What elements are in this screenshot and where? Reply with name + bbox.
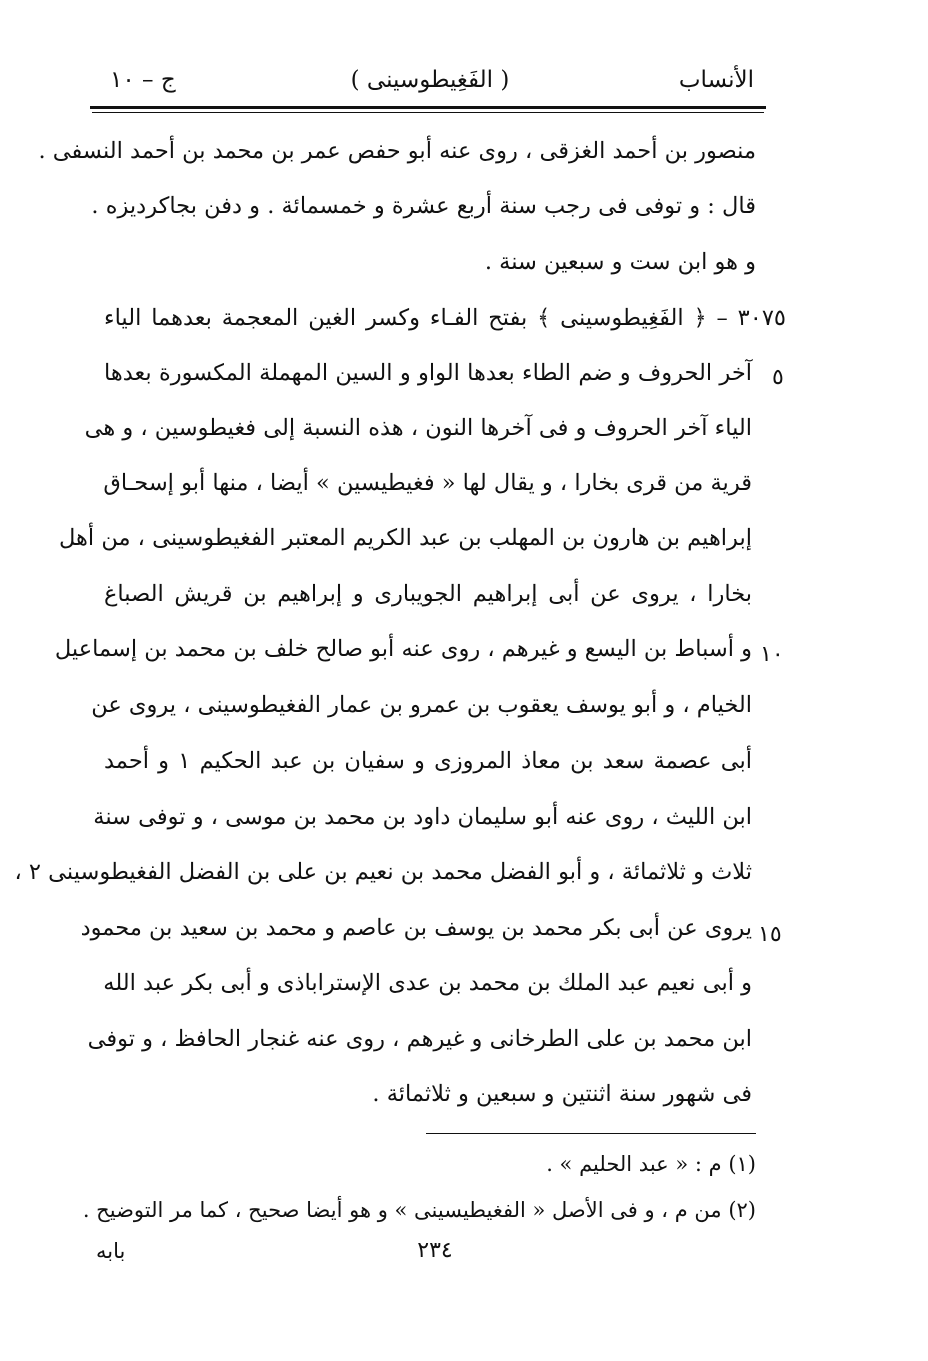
text-line: قال : و توفى فى رجب سنة أربع عشرة و خمسمائة . و دفن بجاكرديزه . [91,193,756,219]
catchword: بابه [96,1239,126,1263]
line-number-5: ٥ [772,365,784,390]
text-line: فى شهور سنة اثنتين و سبعين و ثلاثمائة . [372,1081,752,1107]
header-rule-thin [92,112,764,113]
text-line: منصور بن أحمد الغزقى ، روى عنه أبو حفص عمر بن محمد بن أحمد النسفى . [38,138,756,164]
footnote-rule [426,1133,756,1134]
header-book-title: الأنساب [678,67,754,93]
text-line: بخارا ، يروى عن أبى إبراهيم الجويبارى و إبراهيم بن قريش الصباغ [104,581,752,607]
line-number-15: ١٥ [758,922,782,947]
text-line: قرية من قرى بخارا ، و يقال لها « فغيطيسين » أيضا ، منها أبو إسحـاق [103,470,752,496]
text-line: الخيام ، و أبو يوسف يعقوب بن عمرو بن عمار الفغيطوسينى ، يروى عن [91,692,752,718]
footnote-2: (٢) من م ، و فى الأصل « الفغيطيسينى » و هو أيضا صحيح ، كما مر التوضيح . [82,1198,756,1222]
page-number: ٢٣٤ [417,1238,453,1263]
text-line: أبى عصمة سعد بن معاذ المروزى و سفيان بن عبد الحكيم ١ و أحمد [104,748,752,774]
footnote-1: (١) م : « عبد الحليم » . [546,1152,756,1176]
text-line: و أسباط بن اليسع و غيرهم ، روى عنه أبو صالح خلف بن محمد بن إسماعيل [54,636,752,662]
text-line: و هو ابن ست و سبعين سنة . [484,249,756,275]
text-line: يروى عن أبى بكر محمد بن يوسف بن عاصم و محمد بن سعيد بن محمود [80,915,752,941]
text-line: ابن الليث ، روى عنه أبو سليمان داود بن محمد بن موسى ، و توفى سنة [93,804,752,830]
text-line: إبراهيم بن هارون بن المهلب بن عبد الكريم المعتبر الفغيطوسينى ، من أهل [59,525,752,551]
line-number-10: ١٠ [760,642,784,667]
header-entry-title: ( الفَغِيطوسينى ) [350,67,510,93]
entry-heading-line: ٣٠٧٥ – ﴿ الفَغِيطوسينى ﴾ بفتح الفـاء وكسر الغين المعجمة بعدهما الياء [104,305,786,331]
text-line: الياء آخر الحروف و فى آخرها النون ، هذه النسبة إلى فغيطوسين ، و هى [84,415,752,441]
text-line: و أبى نعيم عبد الملك بن محمد بن عدى الإستراباذى و أبى بكر عبد الله [103,970,752,996]
text-line: ابن محمد بن على الطرخانى و غيرهم ، روى عنه غنجار الحافظ ، و توفى [87,1026,752,1052]
running-header [100,62,760,102]
header-rule [90,106,766,109]
text-line: ثلاث و ثلاثمائة ، و أبو الفضل محمد بن نعيم بن على بن الفضل الفغيطوسينى ٢ ، [14,859,752,885]
text-line: آخر الحروف و ضم الطاء بعدها الواو و السين المهملة المكسورة بعدها [104,360,752,386]
header-volume: ج – ١٠ [110,67,176,93]
